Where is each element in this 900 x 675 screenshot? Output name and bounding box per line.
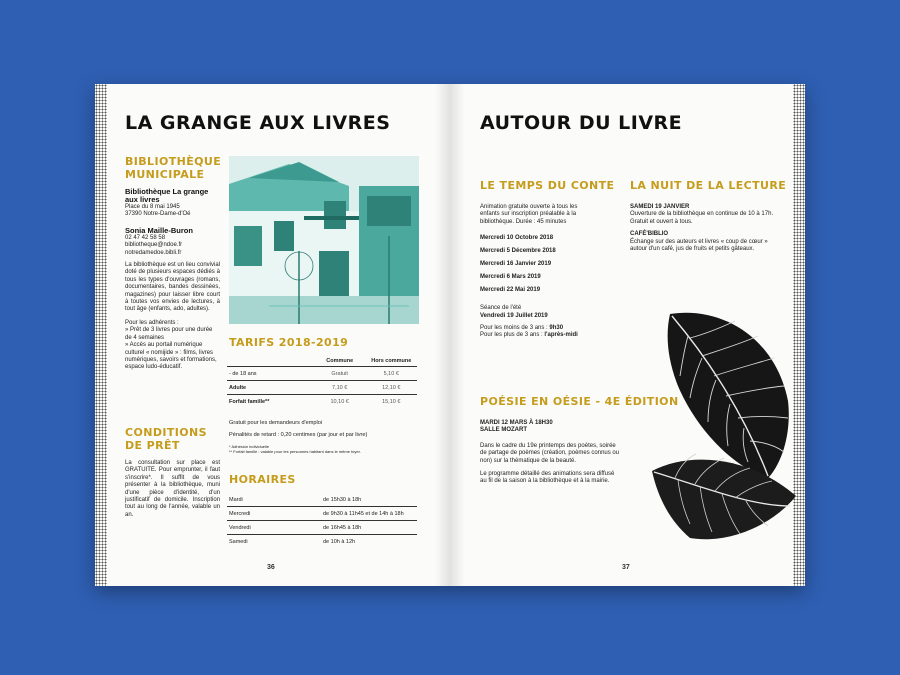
poesie-venue: SALLE MOZART [480,427,527,434]
adherent-item-portal: » Accès au portail numérique culturel « nomijide » : films, livres numériques, savoirs et formations, espace ludo-éducatif. [125,342,217,371]
under3-line [480,325,598,332]
right-page [450,84,805,586]
poesie-date: MARDI 12 MARS À 18H30 [480,420,553,426]
email-address[interactable]: bibliotheque@ndoe.fr [125,242,183,249]
website-link[interactable]: notredamedoe.bibli.fr [125,249,182,256]
horaire-hours: de 9h30 à 11h45 et de 14h à 18h [321,507,417,521]
table-row [227,521,417,535]
tarif-note-free: Gratuit pour les demandeurs d'emploi [229,420,323,426]
col-commune: Commune [326,358,354,364]
conditions-heading-line2: DE PRÊT [125,439,180,452]
tarif-hors: 5,10 € [365,367,417,381]
nuit-date: SAMEDI 19 JANVIER [630,204,690,210]
library-building-photo [229,156,419,324]
tarif-commune: Gratuit [314,367,366,381]
conte-block [480,204,598,340]
page-number-right: 37 [622,564,630,571]
over3-time: l'après-midi [544,332,578,339]
nuit-text: Ouverture de la bibliothèque en continue de 10 à 17h. Gratuit et ouvert à tous. [630,211,774,225]
library-name-line2: aux livres [125,195,160,204]
cafe-biblio-label: CAFÉ'BIBLIO [630,231,669,238]
tarifs-heading: TARIFS 2018-2019 [229,336,349,349]
table-row [227,395,417,409]
tarif-hors: 12,10 € [365,381,417,395]
poesie-heading: POÉSIE EN OÉSIE - 4E ÉDITION [480,395,679,408]
table-row [227,367,417,381]
tarif-hors: 15,10 € [365,395,417,409]
tarif-commune: 7,10 € [314,381,366,395]
over3-label: Pour les plus de 3 ans : [480,332,543,339]
tarif-label: Forfait famille** [227,395,314,409]
conte-date: Mercredi 22 Mai 2019 [480,287,541,294]
conte-intro: Animation gratuite ouverte à tous les enfants sur inscription préalable à la bibliothèque. Durée : 45 minutes [480,204,578,225]
phone-number: 02 47 42 58 58 [125,234,166,241]
conditions-text: La consultation sur place est GRATUITE. Pour emprunter, il faut s'inscrire*. Il suffit de vous présenter à la bibliothèque, muni d'une pièce d'identité, d'un justificatif de domicile. Inscription tout au long de l'année, valable un an. [125,460,220,518]
contact-name: Sonia Maille-Buron [125,225,193,235]
conte-date: Mercredi 5 Décembre 2018 [480,248,556,255]
table-row [227,493,417,507]
conditions-heading-line1: CONDITIONS [125,426,207,439]
library-description: La bibliothèque est un lieu convivial doté de plusieurs espaces dédiés à tous les types d'ouvrages (romans, documentaires, bandes dessinées, magazines) pour laisser libre court à toutes vos envies de lectures, à tout âge (enfants, ado, adultes). [125,262,220,313]
address-line2: 37390 Notre-Dame-d'Oé [125,211,191,218]
over3-line [480,332,598,339]
table-row [227,381,417,395]
adherent-item-loan: » Prêt de 3 livres pour une durée de 4 semaines [125,327,213,341]
horaire-hours: de 16h45 à 18h [321,521,417,535]
table-row [227,535,417,549]
horaire-day: Samedi [227,535,321,549]
library-name-line1: Bibliothèque La grange [125,187,209,196]
nuit-block [630,204,780,253]
bibliotheque-heading-line2: MUNICIPALE [125,168,205,181]
poesie-text-2: Le programme détaillé des animations sera diffusé au fil de la saison à la bibliothèque et à la mairie. [480,471,615,485]
horaire-day: Mercredi [227,507,321,521]
footnote-individual: * Adhésion individuelle [229,443,270,449]
tarifs-notes [229,420,419,454]
address-line1: Place du 8 mai 1945 [125,204,180,210]
nuit-heading: LA NUIT DE LA LECTURE [630,179,787,192]
conte-date: Mercredi 16 Janvier 2019 [480,261,552,268]
left-page-title: LA GRANGE AUX LIVRES [125,112,391,134]
brochure-spread [95,84,805,586]
horaire-hours: de 15h30 à 18h [323,496,362,503]
under3-label: Pour les moins de 3 ans : [480,325,548,332]
tarif-label: - de 18 ans [227,367,314,381]
tarif-label: Adulte [227,381,314,395]
leaf-illustration [650,306,798,546]
right-page-title: AUTOUR DU LIVRE [480,112,683,134]
horaires-heading: HORAIRES [229,473,296,486]
bibliotheque-heading-line1: BIBLIOTHÈQUE [125,155,222,168]
bibliotheque-heading [125,155,221,181]
adherents-label: Pour les adhérents : [125,319,179,326]
footnote-family: ** Forfait famille : valable pour les personnes habitant dans le même foyer. [229,448,361,454]
building-illustration [229,156,419,324]
conte-date: Mercredi 10 Octobre 2018 [480,235,554,242]
table-row [227,507,417,521]
tarifs-table [227,358,417,408]
summer-date: Vendredi 19 Juillet 2019 [480,312,548,319]
page-number-left: 36 [267,564,275,571]
cafe-biblio-text: Échange sur des auteurs et livres « coup de cœur » autour d'un café, jus de fruits et petits gâteaux. [630,238,768,253]
conte-heading: LE TEMPS DU CONTE [480,179,615,192]
col-hors-commune: Hors commune [371,358,412,364]
horaires-table [227,493,417,548]
summer-label: Séance de l'été [480,305,522,312]
conte-date: Mercredi 6 Mars 2019 [480,274,541,281]
horaire-hours: de 10h à 12h [321,535,417,549]
left-page [95,84,450,586]
horaire-day: Mardi [229,496,243,503]
conditions-heading [125,426,207,452]
tarif-commune: 10,10 € [314,395,366,409]
poesie-block [480,420,620,486]
under3-time: 9h30 [549,325,564,332]
tarif-note-penalty: Pénalités de retard : 0,20 centimes (par jour et par livre) [229,432,368,439]
leaf-icon [650,306,798,546]
horaire-day: Vendredi [227,521,321,535]
library-contact-block [125,188,220,372]
poesie-text-1: Dans le cadre du 19e printemps des poètes, soirée de partage de poèmes (création, poèmes connus ou non) sur la thématique de la beauté. [480,442,620,464]
